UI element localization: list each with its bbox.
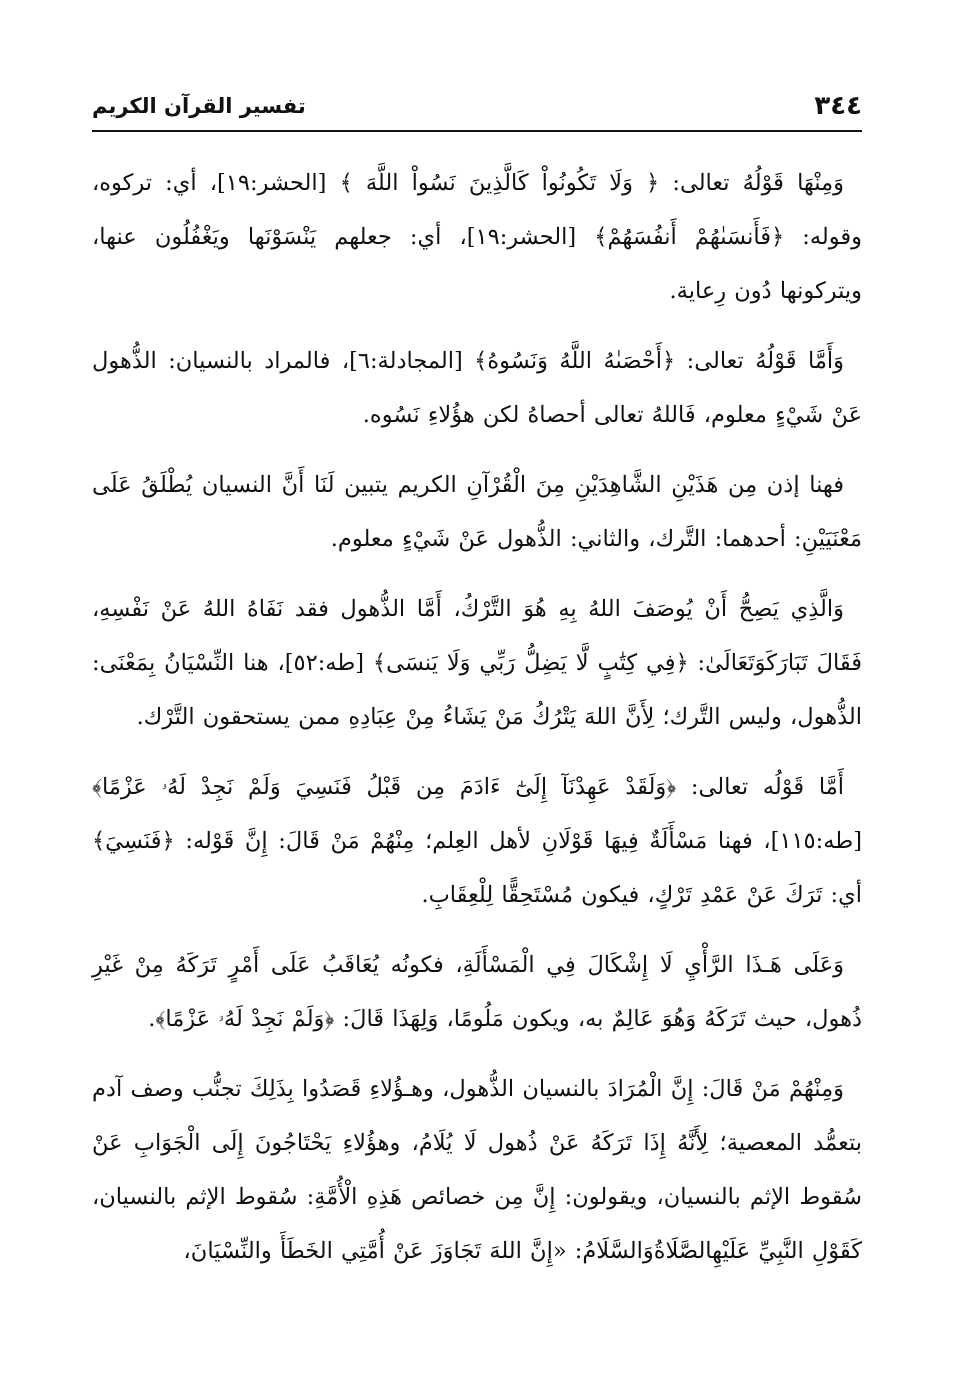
- paragraph: وَالَّذِي يَصِحُّ أَنْ يُوصَفَ اللهُ بِهِ هُوَ التَّرْكُ، أَمَّا الذُّهول فقد نَفَاهُ اللهُ عَنْ نَفْسِهِ، فَقَالَ تَبَارَكَوَتَعَالَىٰ: ﴿فِي كِتَٰبٍ لَّا يَضِلُّ رَبِّي وَلَا يَنسَى﴾ [طه:٥٢]، هنا النِّسْيَانُ بِمَعْنَى: الذُّهول، وليس التَّرك؛ لِأَنَّ اللهَ يَتْرُكُ مَنْ يَشَاءُ مِنْ عِبَادِهِ ممن يستحقون التَّرْك.: [92, 596, 862, 730]
- page-header: [92, 86, 862, 132]
- paragraph: أَمَّا قَوْلُه تعالى: ﴿وَلَقَدْ عَهِدْنَآ إِلَىٰٓ ءَادَمَ مِن قَبْلُ فَنَسِيَ وَلَمْ نَجِدْ لَهُۥ عَزْمًا﴾ [طه:١١٥]، فهنا مَسْأَلَةٌ فِيهَا قَوْلَانِ لأهل العِلم؛ مِنْهُمْ مَنْ قَالَ: إِنَّ قَوْله: ﴿فَنَسِيَ﴾ أي: تَرَكَ عَنْ عَمْدِ تَرْكٍ، فيكون مُسْتَحِقًّا لِلْعِقَابِ.: [92, 774, 862, 908]
- paragraph: وَأَمَّا قَوْلُهُ تعالى: ﴿أَحْصَىٰهُ اللَّهُ وَنَسُوهُ﴾ [المجادلة:٦]، فالمراد بالنسيان: الذُّهول عَنْ شَيْءٍ معلوم، فَاللهُ تعالى أحصاهُ لكن هؤُلاءِ نَسُوه.: [92, 348, 862, 428]
- page-body: [92, 156, 862, 1294]
- paragraph: وَمِنْهَا قَوْلُهُ تعالى: ﴿ وَلَا تَكُونُواْ كَالَّذِينَ نَسُواْ اللَّهَ ﴾ [الحشر:١٩]، أي: تركوه، وقوله: ﴿فَأَنسَىٰهُمْ أَنفُسَهُمْ﴾ [الحشر:١٩]، أي: جعلهم يَنْسَوْنَها ويَغْفُلُون عنها، ويتركونها دُون رِعاية.: [92, 170, 863, 304]
- paragraph: وَمِنْهُمْ مَنْ قَالَ: إِنَّ الْمُرَادَ بالنسيان الذُّهول، وهـؤُلاءِ قَصَدُوا بِذَلِكَ تجنُّب وصف آدم بتعمُّد المعصية؛ لِأَنَّهُ إِذَا تَرَكَهُ عَنْ ذُهول لَا يُلَامُ، وهؤُلاءِ يَحْتَاجُونَ إِلَى الْجَوَابِ عَنْ سُقوط الإثم بالنسيان، ويقولون: إِنَّ مِن خصائص هَذِهِ الْأُمَّةِ: سُقوط الإثم بالنسيان، كَقَوْلِ النَّبِيِّ عَلَيْهِالصَّلَاةُوَالسَّلَامُ: «إِنَّ اللهَ تَجَاوَزَ عَنْ أُمَّتِي الخَطَأَ والنِّسْيَانَ،: [92, 1076, 862, 1264]
- running-title: تفسير القرآن الكريم: [92, 93, 306, 118]
- page-number: ٣٤٤: [814, 91, 862, 121]
- paragraph: فهنا إذن مِن هَذَيْنِ الشَّاهِدَيْنِ مِنَ الْقُرْآنِ الكريم يتبين لَنَا أَنَّ النسيان يُطْلَقُ عَلَى مَعْنَيَيْنِ: أحدهما: التَّرك، والثاني: الذُّهول عَنْ شَيْءٍ معلوم.: [92, 472, 862, 552]
- paragraph: وَعَلَى هَـذَا الرَّأْيِ لَا إِشْكَالَ فِي الْمَسْأَلَةِ، فكونُه يُعَاقَبُ عَلَى أَمْرٍ تَرَكَهُ مِنْ غَيْرِ ذُهول، حيث تَرَكَهُ وَهُوَ عَالِمٌ به، ويكون مَلُومًا، وَلِهَذَا قَالَ: ﴿وَلَمْ نَجِدْ لَهُۥ عَزْمًا﴾.: [92, 952, 862, 1032]
